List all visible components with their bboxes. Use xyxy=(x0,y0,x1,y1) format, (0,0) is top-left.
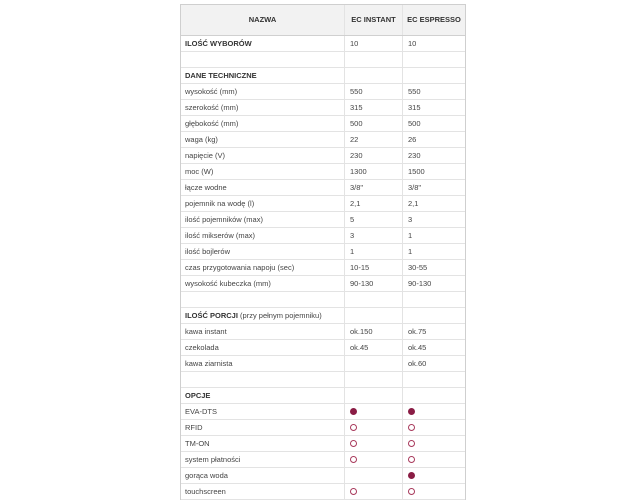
ec-espresso-value: 1500 xyxy=(408,167,425,176)
row-label xyxy=(181,292,345,307)
table-row xyxy=(181,244,465,260)
row-label: kawa ziarnista xyxy=(181,356,345,371)
ec-instant-value xyxy=(345,420,403,435)
optional-circle-icon xyxy=(408,440,415,447)
row-label: wysokość kubeczka (mm) xyxy=(181,276,345,291)
section-row xyxy=(181,36,465,52)
table-row xyxy=(181,356,465,372)
row-label: ilość pojemników (max) xyxy=(181,212,345,227)
row-label: EVA-DTS xyxy=(181,404,345,419)
blank-row xyxy=(181,52,465,68)
ec-espresso-value: ok.75 xyxy=(408,327,427,336)
row-label: gorąca woda xyxy=(181,468,345,483)
ec-instant-value xyxy=(345,372,403,387)
ec-espresso-value: 90-130 xyxy=(408,279,432,288)
row-label xyxy=(181,372,345,387)
optional-circle-icon xyxy=(408,456,415,463)
ec-instant-value xyxy=(345,436,403,451)
ec-instant-value xyxy=(345,356,403,371)
ec-instant-value xyxy=(345,292,403,307)
row-label xyxy=(181,388,345,403)
section-subtitle: (przy pełnym pojemniku) xyxy=(237,311,322,320)
row-label: szerokość (mm) xyxy=(181,100,345,115)
ec-instant-value: 5 xyxy=(345,212,403,227)
table-row xyxy=(181,452,465,468)
ec-instant-value xyxy=(345,404,403,419)
ec-instant-value xyxy=(345,388,403,403)
optional-circle-icon xyxy=(408,424,415,431)
ec-espresso-value: 1 xyxy=(408,247,413,256)
section-title: DANE TECHNICZNE xyxy=(185,71,257,80)
row-label xyxy=(181,308,345,323)
ec-instant-value: 10 xyxy=(345,36,403,51)
optional-circle-icon xyxy=(350,440,357,447)
ec-espresso-value xyxy=(403,404,465,419)
ec-espresso-value: 500 xyxy=(408,119,421,128)
ec-instant-value: ok.45 xyxy=(345,340,403,355)
ec-instant-value: 3 xyxy=(345,228,403,243)
ec-espresso-value: 315 xyxy=(408,103,421,112)
ec-espresso-value: ok.60 xyxy=(408,359,427,368)
table-row xyxy=(181,180,465,196)
ec-espresso-value: 230 xyxy=(408,151,421,160)
row-label xyxy=(181,36,345,51)
row-label: ilość mikserów (max) xyxy=(181,228,345,243)
row-label: wysokość (mm) xyxy=(181,84,345,99)
section-title: ILOŚĆ PORCJI xyxy=(185,311,238,320)
ec-espresso-value xyxy=(403,292,465,307)
ec-instant-value: 22 xyxy=(345,132,403,147)
row-label: napięcie (V) xyxy=(181,148,345,163)
row-label: touchscreen xyxy=(181,484,345,499)
ec-espresso-value xyxy=(403,52,465,67)
ec-espresso-value xyxy=(403,68,465,83)
row-label xyxy=(181,68,345,83)
ec-instant-value xyxy=(345,468,403,483)
table-row xyxy=(181,116,465,132)
ec-instant-value: 500 xyxy=(345,116,403,131)
row-label: TM-ON xyxy=(181,436,345,451)
header-ec-espresso: EC ESPRESSO xyxy=(407,15,461,24)
ec-espresso-value: 1 xyxy=(408,231,413,240)
ec-espresso-value: 10 xyxy=(408,39,417,48)
table-row xyxy=(181,436,465,452)
table-row xyxy=(181,404,465,420)
optional-circle-icon xyxy=(350,424,357,431)
ec-instant-value: 2,1 xyxy=(345,196,403,211)
available-dot-icon xyxy=(408,472,415,479)
ec-instant-value xyxy=(345,68,403,83)
header-ec-instant: EC INSTANT xyxy=(345,5,403,35)
optional-circle-icon xyxy=(350,456,357,463)
table-row xyxy=(181,260,465,276)
ec-espresso-value: 3/8" xyxy=(408,183,422,192)
row-label: RFID xyxy=(181,420,345,435)
table-row xyxy=(181,468,465,484)
row-label: moc (W) xyxy=(181,164,345,179)
row-label: czekolada xyxy=(181,340,345,355)
ec-espresso-value xyxy=(403,388,465,403)
ec-espresso-value xyxy=(403,372,465,387)
ec-instant-value: 90-130 xyxy=(345,276,403,291)
section-row xyxy=(181,388,465,404)
ec-espresso-value xyxy=(403,436,465,451)
table-row xyxy=(181,148,465,164)
table-row xyxy=(181,196,465,212)
table-row xyxy=(181,212,465,228)
table-row xyxy=(181,228,465,244)
available-dot-icon xyxy=(350,408,357,415)
table-row xyxy=(181,164,465,180)
ec-espresso-value: 26 xyxy=(408,135,417,144)
ec-espresso-value: ok.45 xyxy=(408,343,427,352)
section-row xyxy=(181,308,465,324)
ec-instant-value xyxy=(345,452,403,467)
blank-row xyxy=(181,292,465,308)
table-row xyxy=(181,340,465,356)
ec-instant-value: ok.150 xyxy=(345,324,403,339)
table-row xyxy=(181,324,465,340)
row-label: pojemnik na wodę (l) xyxy=(181,196,345,211)
table-body xyxy=(181,36,465,500)
ec-instant-value: 1 xyxy=(345,244,403,259)
table-row xyxy=(181,276,465,292)
ec-instant-value: 315 xyxy=(345,100,403,115)
ec-instant-value: 10-15 xyxy=(345,260,403,275)
ec-instant-value xyxy=(345,308,403,323)
ec-espresso-value xyxy=(403,452,465,467)
spec-table xyxy=(180,4,466,500)
ec-instant-value: 3/8" xyxy=(345,180,403,195)
row-label: waga (kg) xyxy=(181,132,345,147)
section-row xyxy=(181,68,465,84)
row-label: kawa instant xyxy=(181,324,345,339)
optional-circle-icon xyxy=(350,488,357,495)
ec-espresso-value xyxy=(403,420,465,435)
ec-instant-value: 550 xyxy=(345,84,403,99)
row-label: system płatności xyxy=(181,452,345,467)
ec-espresso-value xyxy=(403,484,465,499)
table-row xyxy=(181,100,465,116)
available-dot-icon xyxy=(408,408,415,415)
row-label: czas przygotowania napoju (sec) xyxy=(181,260,345,275)
ec-espresso-value: 2,1 xyxy=(408,199,419,208)
row-label xyxy=(181,52,345,67)
ec-instant-value: 230 xyxy=(345,148,403,163)
row-label: ilość bojlerów xyxy=(181,244,345,259)
header-name: NAZWA xyxy=(181,5,345,35)
row-label: głębokość (mm) xyxy=(181,116,345,131)
ec-espresso-value: 550 xyxy=(408,87,421,96)
table-header-row xyxy=(181,5,465,36)
table-row xyxy=(181,132,465,148)
section-title: OPCJE xyxy=(185,391,211,400)
ec-espresso-value: 30-55 xyxy=(408,263,428,272)
ec-espresso-value: 3 xyxy=(408,215,413,224)
row-label: łącze wodne xyxy=(181,180,345,195)
blank-row xyxy=(181,372,465,388)
table-row xyxy=(181,84,465,100)
ec-instant-value xyxy=(345,484,403,499)
section-title: ILOŚĆ WYBORÓW xyxy=(185,39,252,48)
optional-circle-icon xyxy=(408,488,415,495)
ec-espresso-value xyxy=(403,468,465,483)
ec-instant-value: 1300 xyxy=(345,164,403,179)
table-row xyxy=(181,484,465,500)
table-row xyxy=(181,420,465,436)
ec-espresso-value xyxy=(403,308,465,323)
ec-instant-value xyxy=(345,52,403,67)
